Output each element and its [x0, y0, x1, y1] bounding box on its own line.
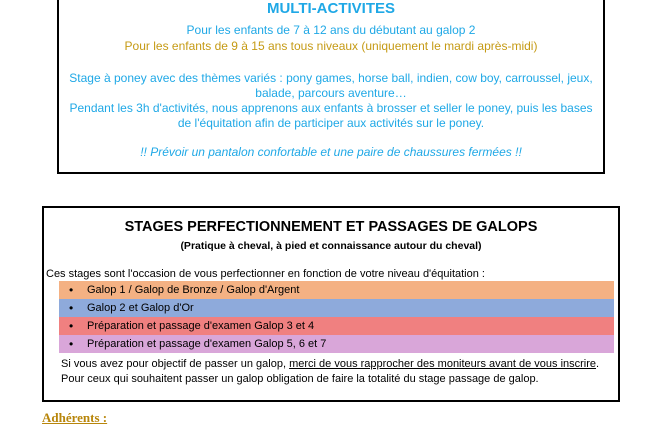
galop-list-item: [59, 335, 614, 353]
themes-line-2: balade, parcours aventure…: [255, 86, 407, 100]
perfectionnement-title: STAGES PERFECTIONNEMENT ET PASSAGES DE GALOPS: [124, 219, 538, 235]
note-text-underlined: merci de vous rapprocher des moniteurs avant de vous inscrire: [289, 358, 597, 370]
galop-obligation-note: Pour ceux qui souhaitent passer un galop obligation de faire la totalité du stage passage de galop.: [61, 373, 539, 385]
perfectionnement-box: [42, 206, 620, 402]
galop-list-item: [59, 281, 614, 299]
galop-item-label: Galop 1 / Galop de Bronze / Galop d'Argent: [87, 284, 300, 296]
bullet-icon: •: [69, 319, 74, 333]
adherents-heading: Adhérents :: [42, 410, 108, 425]
note-text-start: Si vous avez pour objectif de passer un galop,: [61, 358, 290, 370]
bullet-icon: •: [69, 301, 74, 315]
multi-activites-box: [57, 0, 605, 174]
age-line-2: Pour les enfants de 9 à 15 ans tous niveaux (uniquement le mardi après-midi): [124, 39, 538, 53]
bullet-icon: •: [69, 337, 74, 351]
activities-line-2: de l'équitation afin de participer aux activités sur le poney.: [177, 116, 485, 130]
galop-item-label: Préparation et passage d'examen Galop 3 et 4: [87, 320, 315, 332]
galop-list-item: [59, 317, 614, 335]
bullet-icon: •: [69, 283, 74, 297]
age-line-1: Pour les enfants de 7 à 12 ans du débutant au galop 2: [186, 23, 476, 37]
note-text-end: .: [596, 358, 600, 370]
perfectionnement-intro: Ces stages sont l'occasion de vous perfectionner en fonction de votre niveau d'équitation :: [46, 268, 485, 280]
galop-list-item: [59, 299, 614, 317]
equipment-warning: !! Prévoir un pantalon confortable et une paire de chaussures fermées !!: [140, 145, 522, 159]
multi-activites-title: MULTI-ACTIVITES: [266, 0, 396, 17]
activities-line-1: Pendant les 3h d'activités, nous apprenons aux enfants à brosser et seller le poney, puis les bases: [69, 101, 593, 115]
themes-line-1: Stage à poney avec des thèmes variés : pony games, horse ball, indien, cow boy, carroussel, jeux,: [69, 71, 593, 85]
perfectionnement-subtitle: (Pratique à cheval, à pied et connaissance autour du cheval): [180, 240, 482, 252]
galop-objective-note: [61, 358, 599, 370]
galop-item-label: Préparation et passage d'examen Galop 5, 6 et 7: [87, 338, 327, 350]
galop-item-label: Galop 2 et Galop d'Or: [87, 302, 194, 314]
